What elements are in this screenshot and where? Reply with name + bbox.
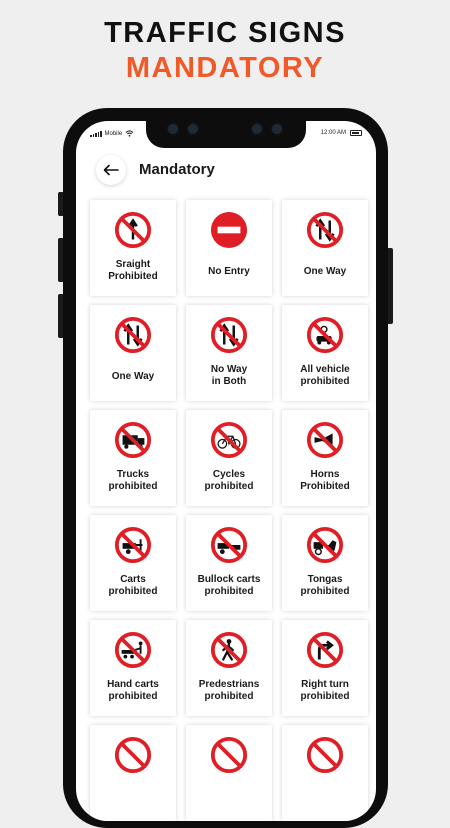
sign-label: No Way in Both [210,364,248,387]
partial-sign-icon [210,736,248,774]
sign-label: One Way [303,266,347,277]
sign-label: Cycles prohibited [204,469,254,492]
sign-label: Trucks prohibited [108,469,158,492]
sign-label: Predestrians prohibited [198,679,260,702]
back-button[interactable] [96,155,126,185]
camera-icon [270,122,284,136]
arrow-left-icon [103,164,119,176]
horn-prohibited-icon [306,421,344,459]
cart-prohibited-icon [114,526,152,564]
one-way-arrows-icon [114,316,152,354]
tonga-prohibited-icon [306,526,344,564]
sign-card[interactable] [282,515,368,611]
sign-card[interactable] [282,305,368,401]
sign-card[interactable] [282,725,368,821]
truck-prohibited-icon [114,421,152,459]
sign-label: Bullock carts prohibited [197,574,261,597]
sign-card[interactable] [186,725,272,821]
hand-cart-prohibited-icon [114,631,152,669]
no-entry-icon [210,211,248,249]
sign-label: Hand carts prohibited [107,679,159,702]
sign-card[interactable] [90,620,176,716]
sign-card[interactable] [90,200,176,296]
app-screen [76,121,376,821]
sign-card[interactable] [282,200,368,296]
sign-label: All vehicle prohibited [300,364,350,387]
sign-card[interactable] [186,515,272,611]
sign-card[interactable] [90,515,176,611]
status-time: 12:00 AM [320,130,346,136]
sign-card[interactable] [90,305,176,401]
sign-label: One Way [111,371,155,382]
bullock-cart-prohibited-icon [210,526,248,564]
wifi-icon [125,130,134,137]
promo-title: TRAFFIC SIGNS [104,17,346,49]
signal-icon [90,130,102,137]
sign-card[interactable] [90,725,176,821]
sign-label: Tongas prohibited [300,574,350,597]
partial-sign-icon [114,736,152,774]
page-title: Mandatory [139,161,215,178]
carrier-label: Mobile [104,130,123,137]
camera-icon [250,122,264,136]
camera-icon [186,122,200,136]
app-header [76,155,376,185]
right-turn-prohibited-icon [306,631,344,669]
sign-card[interactable] [282,410,368,506]
straight-prohibited-icon [114,211,152,249]
sign-card[interactable] [186,305,272,401]
battery-icon [350,130,362,136]
sign-label: Right turn prohibited [300,679,350,702]
promo-subtitle: MANDATORY [125,52,325,84]
one-way-icon [306,211,344,249]
sign-card[interactable] [186,200,272,296]
sign-label: No Entry [208,266,250,277]
no-way-both-icon [210,316,248,354]
sign-label: Horns Prohibited [300,469,350,492]
sign-label: Carts prohibited [108,574,158,597]
sign-card[interactable] [282,620,368,716]
sign-label: Sraight Prohibited [108,259,158,282]
camera-icon [166,122,180,136]
sign-card[interactable] [186,620,272,716]
sign-card[interactable] [90,410,176,506]
all-vehicle-prohibited-icon [306,316,344,354]
sign-card[interactable] [186,410,272,506]
cycle-prohibited-icon [210,421,248,459]
partial-sign-icon [306,736,344,774]
pedestrian-prohibited-icon [210,631,248,669]
